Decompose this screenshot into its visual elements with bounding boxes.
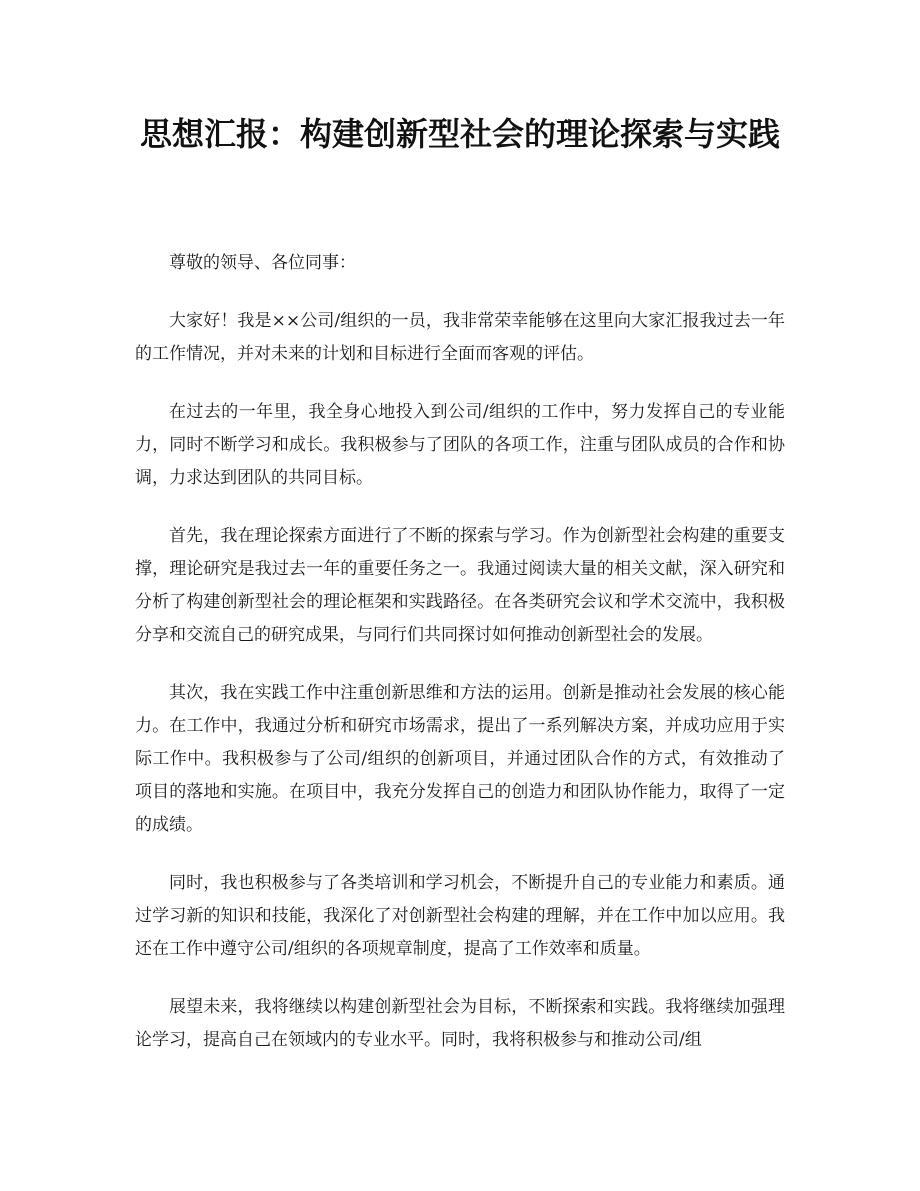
document-title: 思想汇报：构建创新型社会的理论探索与实践 xyxy=(139,115,780,153)
paragraph-training: 同时，我也积极参与了各类培训和学习机会，不断提升自己的专业能力和素质。通过学习新的知识和技能，我深化了对创新型社会构建的理解，并在工作中加以应用。我还在工作中遵守公司/组织的各项规章制度，提高了工作效率和质量。 xyxy=(135,873,785,959)
paragraph-practice: 其次，我在实践工作中注重创新思维和方法的运用。创新是推动社会发展的核心能力。在工作中，我通过分析和研究市场需求，提出了一系列解决方案，并成功应用于实际工作中。我积极参与了公司/组织的创新项目，并通过团队合作的方式，有效推动了项目的落地和实施。在项目中，我充分发挥自己的创造力和团队协作能力，取得了一定的成绩。 xyxy=(135,683,785,835)
document-body xyxy=(135,247,785,1082)
paragraph-theory: 首先，我在理论探索方面进行了不断的探索与学习。作为创新型社会构建的重要支撑，理论研究是我过去一年的重要任务之一。我通过阅读大量的相关文献，深入研究和分析了构建创新型社会的理论框架和实践路径。在各类研究会议和学术交流中，我积极分享和交流自己的研究成果，与同行们共同探讨如何推动创新型社会的发展。 xyxy=(135,526,785,645)
paragraph-past-year: 在过去的一年里，我全身心地投入到公司/组织的工作中，努力发挥自己的专业能力，同时不断学习和成长。我积极参与了团队的各项工作，注重与团队成员的合作和协调，力求达到团队的共同目标。 xyxy=(135,402,785,488)
salutation: 尊敬的领导、各位同事： xyxy=(169,253,356,273)
paragraph-greeting: 大家好！我是××公司/组织的一员，我非常荣幸能够在这里向大家汇报我过去一年的工作情况，并对未来的计划和目标进行全面而客观的评估。 xyxy=(135,311,785,364)
paragraph-outlook: 展望未来，我将继续以构建创新型社会为目标，不断探索和实践。我将继续加强理论学习，提高自己在领域内的专业水平。同时，我将积极参与和推动公司/组 xyxy=(135,997,785,1050)
